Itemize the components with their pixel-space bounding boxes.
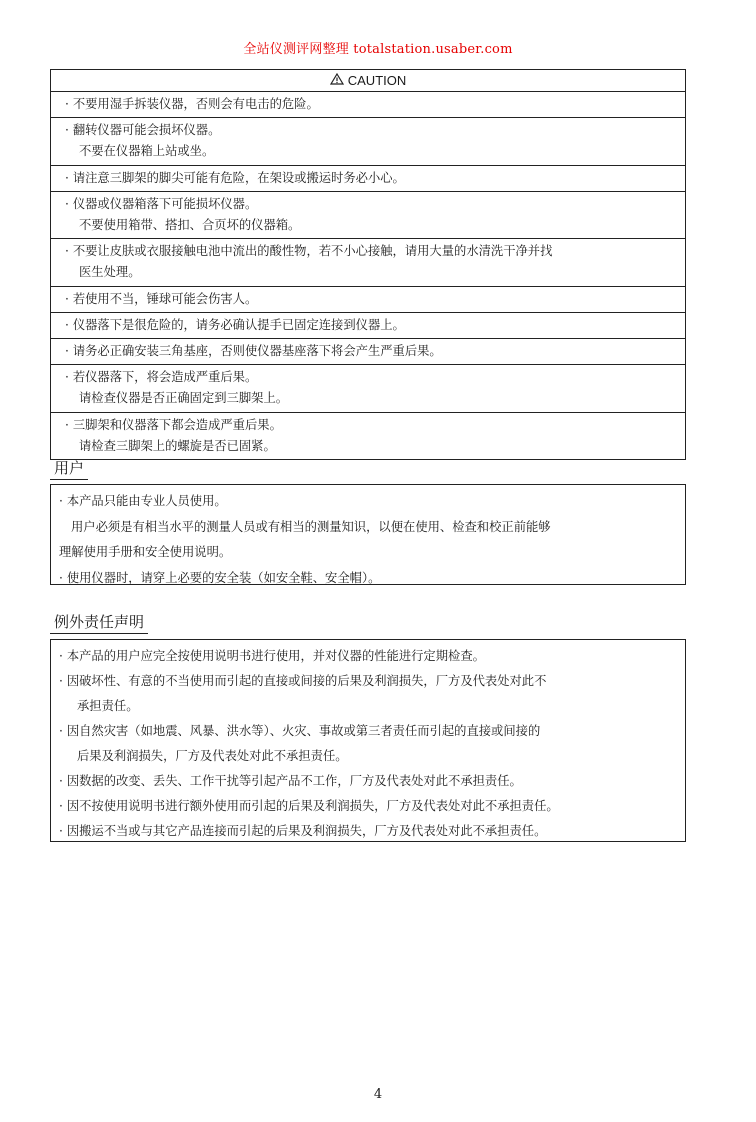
disclaimer-line: · 因搬运不当或与其它产品连接而引起的后果及利润损失，厂方及代表处对此不承担责任。 — [59, 824, 547, 838]
caution-item — [51, 166, 685, 192]
caution-header — [51, 70, 685, 92]
caution-line: · 请注意三脚架的脚尖可能有危险，在架设或搬运时务必小心。 — [65, 170, 405, 185]
disclaimer-line: 后果及利润损失，厂方及代表处对此不承担责任。 — [77, 749, 348, 763]
caution-line: · 仪器落下是很危险的，请务必确认提手已固定连接到仪器上。 — [65, 317, 405, 332]
disclaimer-line: · 因破坏性、有意的不当使用而引起的直接或间接的后果及利润损失，厂方及代表处对此不 — [59, 674, 547, 688]
caution-item — [51, 239, 685, 286]
caution-line: · 仪器或仪器箱落下可能损坏仪器。 — [65, 196, 258, 211]
disclaimer-line: · 因自然灾害（如地震、风暴、洪水等）、火灾、事故或第三者责任而引起的直接或间接的 — [59, 724, 541, 738]
caution-line: · 若使用不当，锤球可能会伤害人。 — [65, 291, 258, 306]
page-number: 4 — [373, 1087, 383, 1102]
warning-triangle-icon — [330, 70, 344, 91]
user-section-box — [50, 484, 686, 585]
disclaimer-line: · 因数据的改变、丢失、工作干扰等引起产品不工作，厂方及代表处对此不承担责任。 — [59, 774, 522, 788]
caution-line: · 若仪器落下，将会造成严重后果。 — [65, 370, 258, 385]
user-line: 用户必须是有相当水平的测量人员或有相当的测量知识，以便在使用、检查和校正前能够 — [71, 519, 551, 534]
caution-item — [51, 118, 685, 165]
caution-line: · 三脚架和仪器落下都会造成严重后果。 — [65, 417, 282, 432]
caution-line: · 不要用湿手拆装仪器，否则会有电击的危险。 — [65, 97, 319, 111]
caution-item — [51, 339, 685, 365]
disclaimer-line: · 因不按使用说明书进行额外使用而引起的后果及利润损失，厂方及代表处对此不承担责任。 — [59, 799, 559, 813]
watermark-header: 全站仪测评网整理 totalstation.usaber.com — [243, 42, 513, 57]
caution-table — [50, 69, 686, 460]
caution-item — [51, 192, 685, 239]
caution-line: 请检查仪器是否正确固定到三脚架上。 — [79, 391, 289, 406]
disclaimer-line: 承担责任。 — [77, 699, 139, 713]
caution-line: 不要在仪器箱上站或坐。 — [79, 144, 215, 159]
caution-line: 请检查三脚架上的螺旋是否已固紧。 — [79, 438, 276, 453]
caution-item — [51, 413, 685, 459]
caution-item — [51, 92, 685, 118]
caution-line: · 翻转仪器可能会损坏仪器。 — [65, 123, 221, 138]
user-section-title: 用户 — [50, 458, 88, 480]
caution-line: 医生处理。 — [79, 265, 141, 280]
user-line: · 使用仪器时，请穿上必要的安全装（如安全鞋、安全帽）。 — [59, 570, 381, 585]
caution-line: 不要使用箱带、搭扣、合页坏的仪器箱。 — [79, 218, 301, 233]
caution-line: · 不要让皮肤或衣服接触电池中流出的酸性物，若不小心接触，请用大量的水清洗干净并找 — [65, 244, 553, 259]
caution-header-label: CAUTION — [347, 73, 407, 88]
user-line: · 本产品只能由专业人员使用。 — [59, 494, 227, 508]
disclaimer-section-box — [50, 639, 686, 842]
caution-item — [51, 287, 685, 313]
caution-item — [51, 313, 685, 339]
user-line: 理解使用手册和安全使用说明。 — [59, 545, 232, 559]
caution-line: · 请务必正确安装三角基座，否则使仪器基座落下将会产生严重后果。 — [65, 344, 442, 359]
disclaimer-section-title: 例外责任声明 — [50, 612, 148, 634]
caution-item — [51, 365, 685, 412]
disclaimer-line: · 本产品的用户应完全按使用说明书进行使用，并对仪器的性能进行定期检查。 — [59, 649, 485, 663]
